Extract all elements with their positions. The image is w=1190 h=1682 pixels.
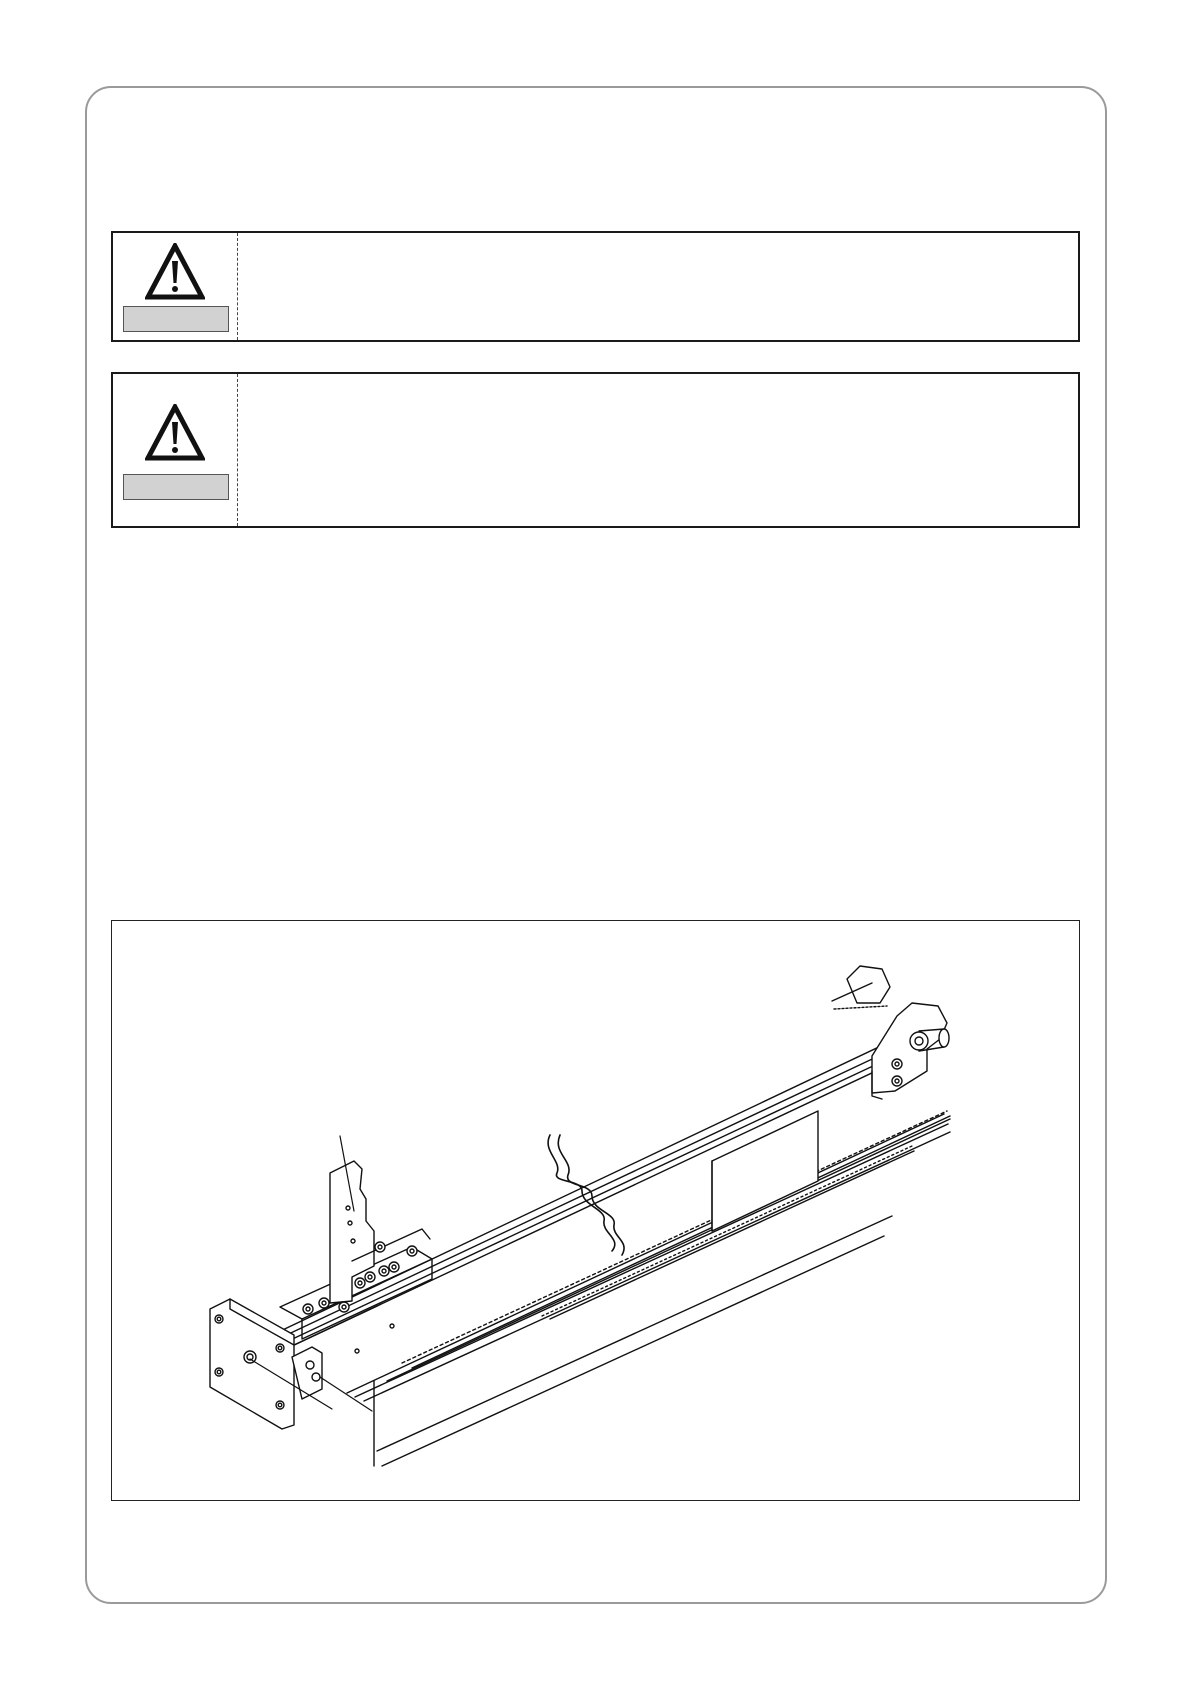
toothed-belt: [387, 1111, 950, 1381]
carriage: [280, 1161, 432, 1339]
figure-box: [111, 920, 1080, 1501]
warning-icon-cell: [113, 374, 238, 526]
warning-box-1: [111, 231, 1080, 342]
warning-label-plate: [123, 306, 229, 332]
warning-label-plate: [123, 474, 229, 500]
rail-body: [347, 1114, 950, 1466]
right-end-cap: [832, 966, 949, 1099]
warning-triangle-icon: [145, 404, 205, 462]
actuator-rail-illustration: [112, 921, 1079, 1500]
warning-box-2: [111, 372, 1080, 528]
warning-triangle-icon: [145, 243, 205, 301]
warning-icon-cell: [113, 233, 238, 340]
